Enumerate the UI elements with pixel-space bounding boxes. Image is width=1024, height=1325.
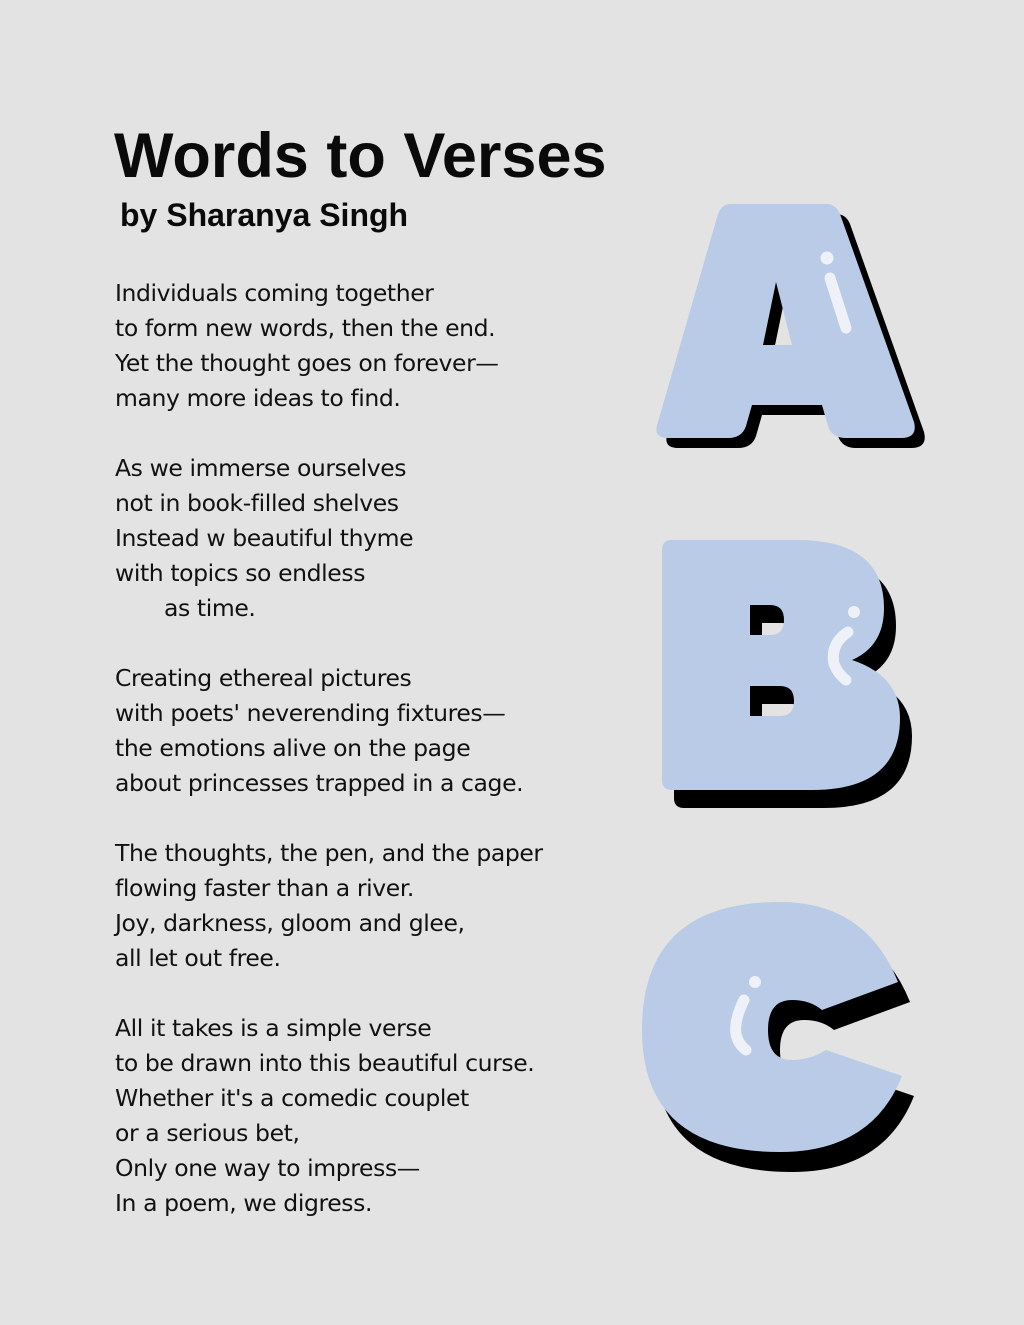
poem-body	[115, 276, 635, 1256]
poem-stanza	[115, 1011, 635, 1221]
poem-line: Creating ethereal pictures	[115, 664, 412, 692]
poem-line: In a poem, we digress.	[115, 1189, 373, 1217]
poem-line: Instead w beautiful thyme	[115, 524, 414, 552]
poem-line: as time.	[164, 594, 256, 622]
letter-c-graphic	[640, 900, 950, 1190]
abc-illustration	[620, 180, 980, 1200]
letter-a-face	[656, 204, 914, 438]
poem-line: or a serious bet,	[115, 1119, 300, 1147]
poem-stanza	[115, 276, 635, 416]
poem-line: with poets' neverending fixtures—	[115, 699, 506, 727]
poem-line: Individuals coming together	[115, 279, 434, 307]
poem-line: flowing faster than a river.	[115, 874, 415, 902]
poem-line: Yet the thought goes on forever—	[115, 349, 499, 377]
poem-line: about princesses trapped in a cage.	[115, 769, 524, 797]
poem-line: All it takes is a simple verse	[115, 1014, 432, 1042]
letter-b-face	[662, 540, 900, 790]
poem-title: Words to Verses	[114, 121, 607, 191]
poem-stanza	[115, 661, 635, 801]
poem-line: many more ideas to find.	[115, 384, 401, 412]
poem-line: Joy, darkness, gloom and glee,	[115, 909, 465, 937]
poem-line: As we immerse ourselves	[115, 454, 407, 482]
poem-line: The thoughts, the pen, and the paper	[115, 839, 543, 867]
poem-line: to be drawn into this beautiful curse.	[115, 1049, 535, 1077]
letter-b-graphic	[662, 538, 922, 823]
poem-author: by Sharanya Singh	[120, 197, 409, 233]
poem-line: to form new words, then the end.	[115, 314, 496, 342]
poem-line: Whether it's a comedic couplet	[115, 1084, 469, 1112]
poem-stanza	[115, 451, 635, 626]
poem-line: the emotions alive on the page	[115, 734, 471, 762]
poem-line: all let out free.	[115, 944, 281, 972]
poem-line: Only one way to impress—	[115, 1154, 420, 1182]
poem-stanza	[115, 836, 635, 976]
letter-a-graphic	[646, 200, 926, 455]
poem-line: with topics so endless	[115, 559, 366, 587]
poem-line: not in book-filled shelves	[115, 489, 399, 517]
